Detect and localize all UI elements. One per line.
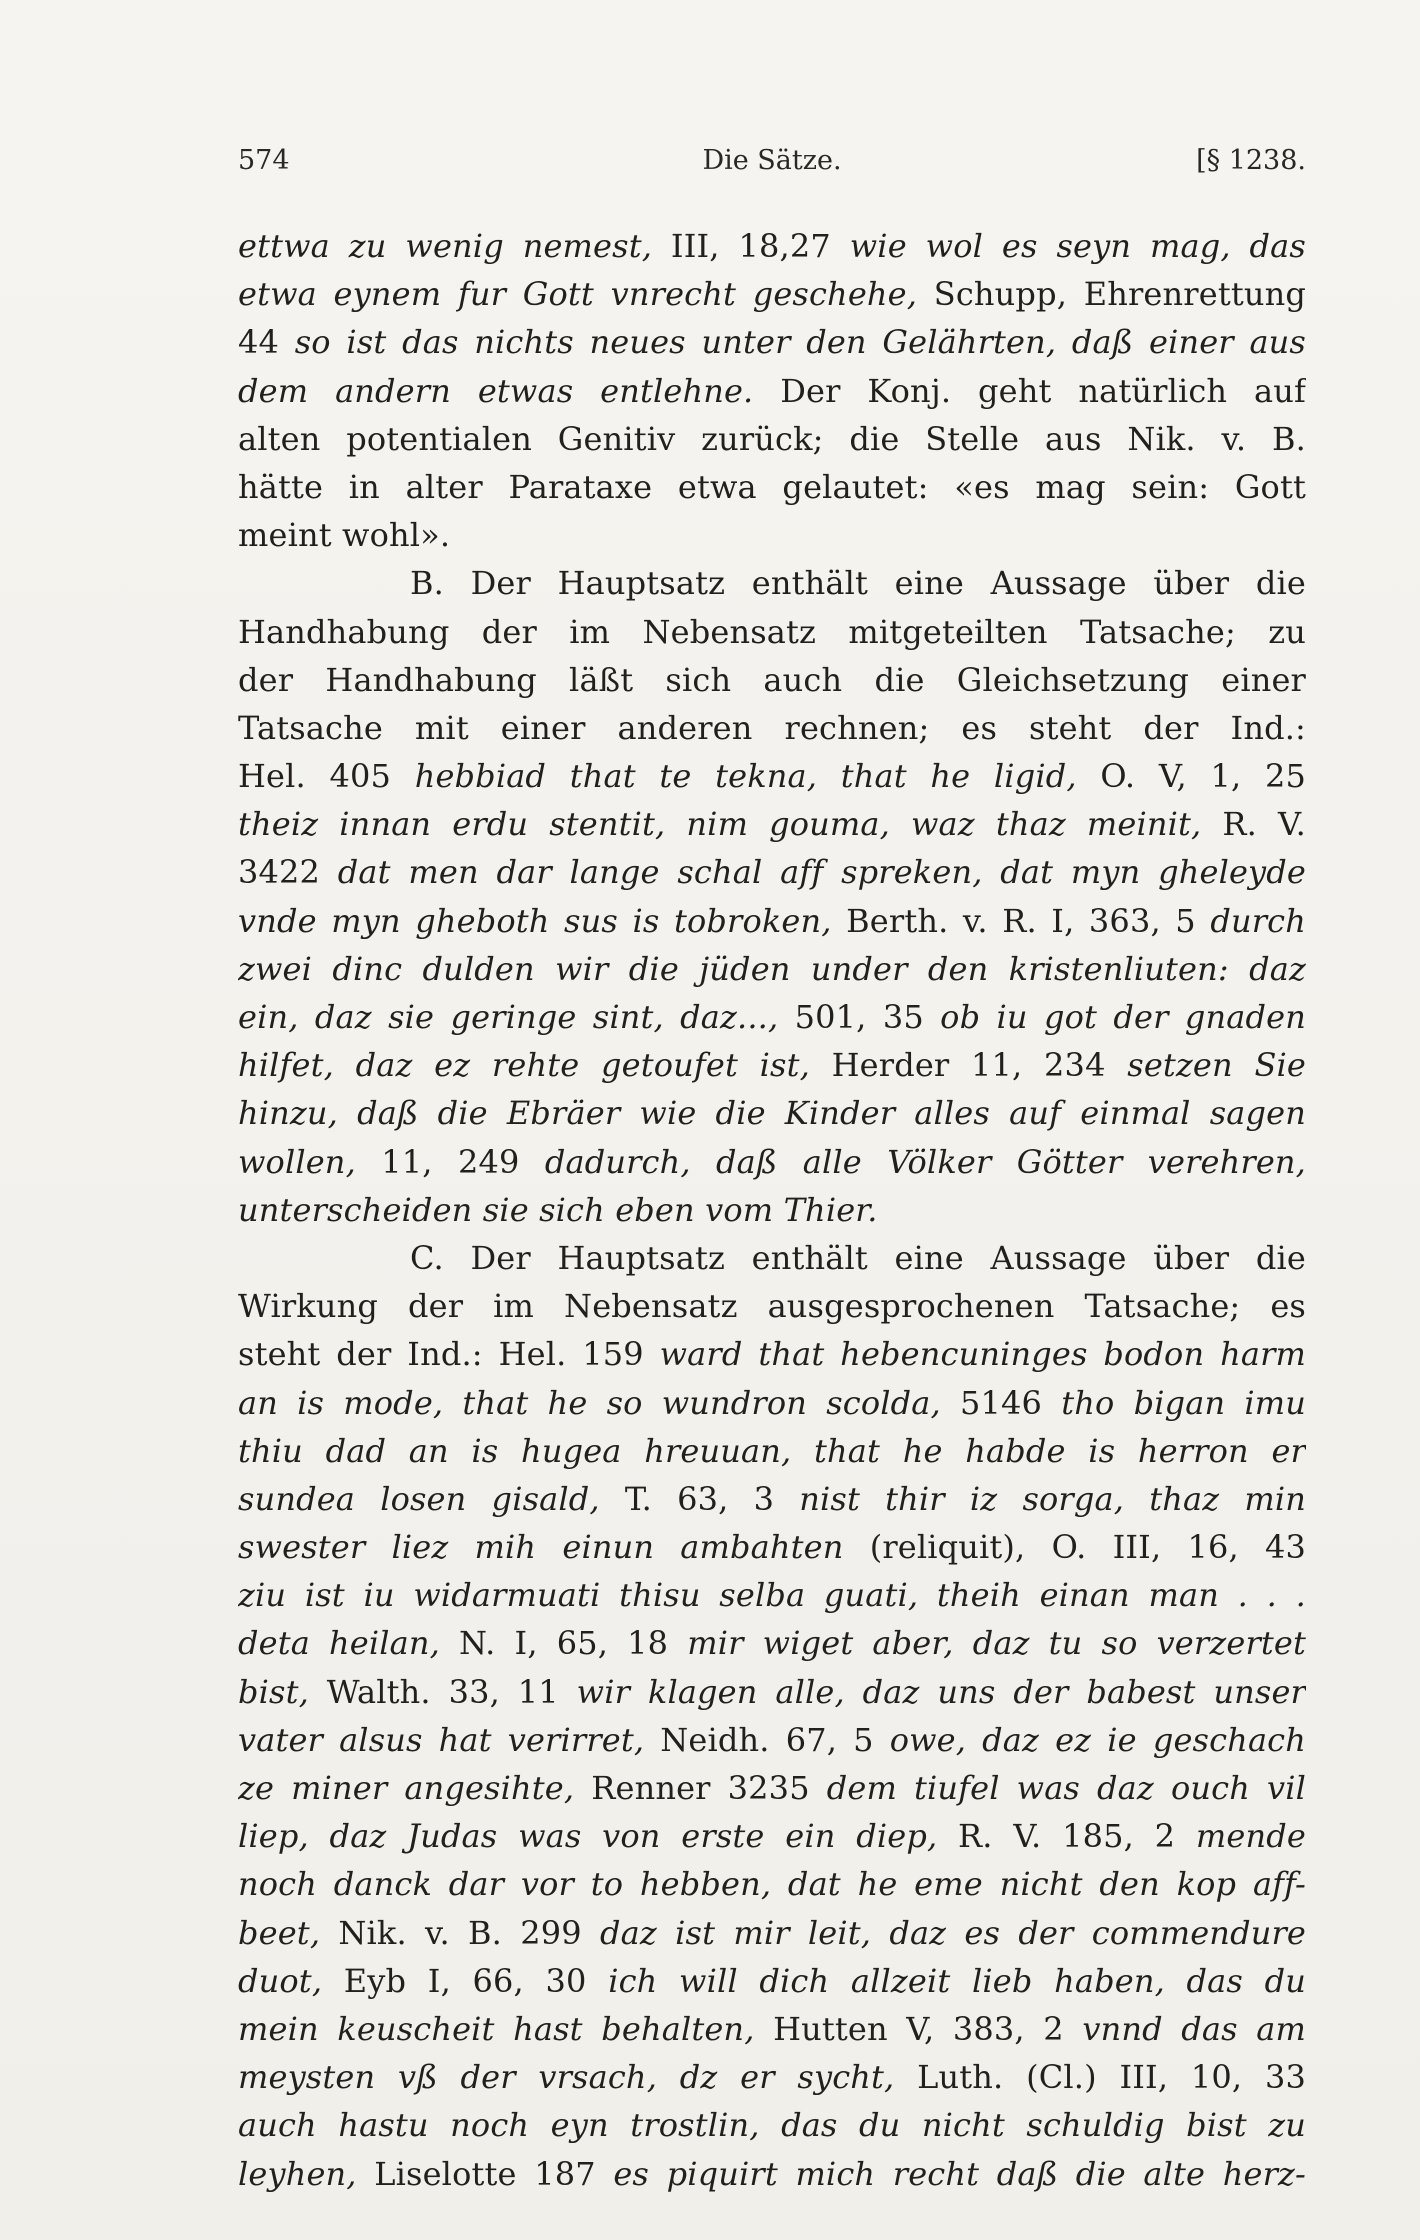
quoted-text: es piquirt mich recht daß die alte herz- <box>613 2154 1306 2193</box>
text-line <box>238 704 1306 752</box>
quoted-text: duot, <box>238 1961 323 2000</box>
quoted-text: mir wiget aber, daz tu so verzertet <box>687 1624 1306 1663</box>
text-line <box>238 2053 1306 2101</box>
quoted-text: zwei dinc dulden wir die jüden under den kristenliuten: daz <box>238 949 1306 988</box>
text-run: Renner 3235 <box>574 1769 827 1807</box>
text-line <box>238 415 1306 463</box>
text-run: Hel. 405 <box>238 757 415 796</box>
quoted-text: thiu dad an is hugea hreuuan, that he habde is herron er <box>238 1431 1306 1470</box>
quoted-text: ze miner angesihte, <box>238 1769 575 1807</box>
quoted-text: theiz innan erdu stentit, nim gouma, waz thaz meinit, <box>238 805 1202 844</box>
text-run: Nik. v. B. 299 <box>320 1913 601 1952</box>
body-text <box>238 222 1306 2198</box>
quoted-text: dat men dar lange schal aff spreken, dat myn gheleyde <box>337 853 1306 892</box>
text-line <box>238 1234 1306 1282</box>
text-run: T. 63, 3 <box>599 1479 800 1518</box>
text-line <box>238 1041 1306 1089</box>
quoted-text: liep, daz Judas was von erste ein diep, <box>238 1817 938 1856</box>
text-run: Liselotte 187 <box>356 2154 614 2193</box>
text-run: 11, 249 <box>355 1142 545 1181</box>
text-line <box>238 1619 1306 1667</box>
text-run: III, 18,27 <box>652 227 850 265</box>
text-line <box>238 1909 1306 1957</box>
text-line <box>238 945 1306 993</box>
quoted-text: ward that hebencuninges bodon harm <box>659 1335 1306 1374</box>
quoted-text: ziu ist iu widarmuati thisu selba guati, theih einan man . . . <box>238 1576 1306 1615</box>
text-run: 501, 35 <box>778 998 941 1036</box>
quoted-text: dem andern etwas entlehne. <box>238 371 754 410</box>
text-line <box>238 1716 1306 1764</box>
quoted-text: hinzu, daß die Ebräer wie die Kinder alles auf einmal sagen <box>238 1094 1306 1133</box>
text-line <box>238 2150 1306 2198</box>
running-title: Die Sätze. <box>702 145 842 176</box>
quoted-text: mende <box>1195 1817 1306 1856</box>
text-line <box>238 1957 1306 2005</box>
text-line <box>238 752 1306 800</box>
text-run: Handhabung der im Nebensatz mitgeteilten Tatsache; zu <box>238 612 1306 651</box>
text-run: (reliquit), O. III, 16, 43 <box>843 1528 1306 1567</box>
text-line <box>238 222 1306 270</box>
text-run: C. Der Hauptsatz enthält eine Aussage über die <box>410 1238 1306 1277</box>
quoted-text: etwa eynem fur Gott vnrecht geschehe, <box>238 275 918 314</box>
quoted-text: auch hastu noch eyn trostlin, das du nicht schuldig bist zu <box>238 2106 1306 2145</box>
running-header <box>238 145 1306 189</box>
quoted-text: vater alsus hat verirret, <box>238 1720 645 1759</box>
quoted-text: dadurch, daß alle Völker Götter verehren, <box>544 1142 1306 1181</box>
quoted-text: meysten vß der vrsach, dz er sycht, <box>238 2058 895 2097</box>
quoted-text: daz ist mir leit, daz es der commendure <box>600 1913 1306 1952</box>
text-line <box>238 1379 1306 1427</box>
quoted-text: ob iu got der gnaden <box>940 998 1306 1036</box>
text-line <box>238 656 1306 704</box>
text-line <box>238 1523 1306 1571</box>
quoted-text: wollen, <box>238 1142 356 1181</box>
quoted-text: dem tiufel was daz ouch vil <box>826 1769 1306 1807</box>
quoted-text: beet, <box>238 1913 321 1952</box>
quoted-text: nist thir iz sorga, thaz min <box>799 1479 1306 1518</box>
quoted-text: tho bigan imu <box>1061 1383 1306 1422</box>
text-run: Berth. v. R. I, 363, 5 <box>831 901 1211 940</box>
text-run: Schupp, Ehrenrettung <box>917 275 1306 314</box>
text-run: 3422 <box>238 853 338 892</box>
quoted-text: ein, daz sie geringe sint, daz..., <box>238 998 779 1036</box>
quoted-text: setzen Sie <box>1127 1046 1306 1085</box>
text-line <box>238 511 1306 559</box>
quoted-text: swester liez mih einun ambahten <box>238 1528 844 1567</box>
text-run: Der Konj. geht natürlich auf <box>753 371 1306 410</box>
text-run: Neidh. 67, 5 <box>644 1720 890 1759</box>
text-run: hätte in alter Parataxe etwa gelautet: «es mag sein: Gott <box>238 467 1306 506</box>
text-run: O. V, 1, 25 <box>1076 757 1306 796</box>
text-run: Herder 11, 234 <box>809 1046 1128 1085</box>
section-reference: [§ 1238. <box>1196 145 1306 176</box>
quoted-text: vnde myn gheboth sus is tobroken, <box>238 901 832 940</box>
text-line <box>238 2101 1306 2149</box>
text-run: Eyb I, 66, 30 <box>322 1961 609 2000</box>
text-line <box>238 1089 1306 1137</box>
quoted-text: an is mode, that he so wundron scolda, <box>238 1383 941 1422</box>
text-line <box>238 1812 1306 1860</box>
text-line <box>238 463 1306 511</box>
text-line <box>238 1475 1306 1523</box>
quoted-text: vnnd das am <box>1082 2009 1306 2048</box>
text-line <box>238 1186 1306 1234</box>
text-run: Walth. 33, 11 <box>308 1672 577 1711</box>
text-run: N. I, 65, 18 <box>439 1624 688 1663</box>
quoted-text: leyhen, <box>238 2154 357 2193</box>
quoted-text: hebbiad that te tekna, that he ligid, <box>414 757 1077 796</box>
text-line <box>238 559 1306 607</box>
quoted-text: unterscheiden sie sich eben vom Thier. <box>238 1190 878 1229</box>
text-run: alten potentialen Genitiv zurück; die Stelle aus Nik. v. B. <box>238 419 1306 458</box>
quoted-text: hilfet, daz ez rehte getoufet ist, <box>238 1046 810 1085</box>
quoted-text: wir klagen alle, daz uns der babest unser <box>576 1672 1306 1711</box>
text-line <box>238 1138 1306 1186</box>
text-line <box>238 318 1306 366</box>
quoted-text: durch <box>1210 901 1306 940</box>
text-line <box>238 608 1306 656</box>
text-run: R. V. 185, 2 <box>937 1817 1196 1856</box>
page-number: 574 <box>238 145 290 176</box>
text-line <box>238 1764 1306 1812</box>
text-line <box>238 2005 1306 2053</box>
quoted-text: owe, daz ez ie geschach <box>889 1720 1306 1759</box>
text-run: R. V. <box>1201 805 1306 844</box>
quoted-text: mein keuscheit hast behalten, <box>238 2009 755 2048</box>
text-line <box>238 367 1306 415</box>
text-line <box>238 1860 1306 1908</box>
text-run: Luth. (Cl.) III, 10, 33 <box>894 2058 1306 2097</box>
text-line <box>238 1427 1306 1475</box>
text-line <box>238 800 1306 848</box>
text-run: 44 <box>238 323 295 362</box>
text-line <box>238 270 1306 318</box>
text-run: Wirkung der im Nebensatz ausgesprochenen Tatsache; es <box>238 1287 1306 1326</box>
text-run: Tatsache mit einer anderen rechnen; es steht der Ind.: <box>238 708 1306 747</box>
quoted-text: bist, <box>238 1672 309 1711</box>
text-run: meint wohl». <box>238 516 451 555</box>
quoted-text: ich will dich allzeit lieb haben, das du <box>608 1961 1306 2000</box>
quoted-text: sundea losen gisald, <box>238 1479 600 1518</box>
text-line <box>238 1282 1306 1330</box>
text-line <box>238 1668 1306 1716</box>
quoted-text: noch danck dar vor to hebben, dat he eme nicht den kop aff- <box>238 1865 1306 1904</box>
text-line <box>238 1571 1306 1619</box>
text-line <box>238 848 1306 896</box>
text-line <box>238 1330 1306 1378</box>
text-run: steht der Ind.: Hel. 159 <box>238 1335 660 1374</box>
text-line <box>238 897 1306 945</box>
quoted-text: so ist das nichts neues unter den Gelährten, daß einer aus <box>294 323 1306 362</box>
text-run: B. Der Hauptsatz enthält eine Aussage über die <box>410 564 1306 603</box>
text-run: der Handhabung läßt sich auch die Gleichsetzung einer <box>238 660 1306 699</box>
text-line <box>238 993 1306 1041</box>
text-run: Hutten V, 383, 2 <box>754 2009 1083 2048</box>
quoted-text: ettwa zu wenig nemest, <box>238 227 653 265</box>
quoted-text: wie wol es seyn mag, das <box>849 227 1306 265</box>
quoted-text: deta heilan, <box>238 1624 440 1663</box>
text-run: 5146 <box>940 1383 1062 1422</box>
